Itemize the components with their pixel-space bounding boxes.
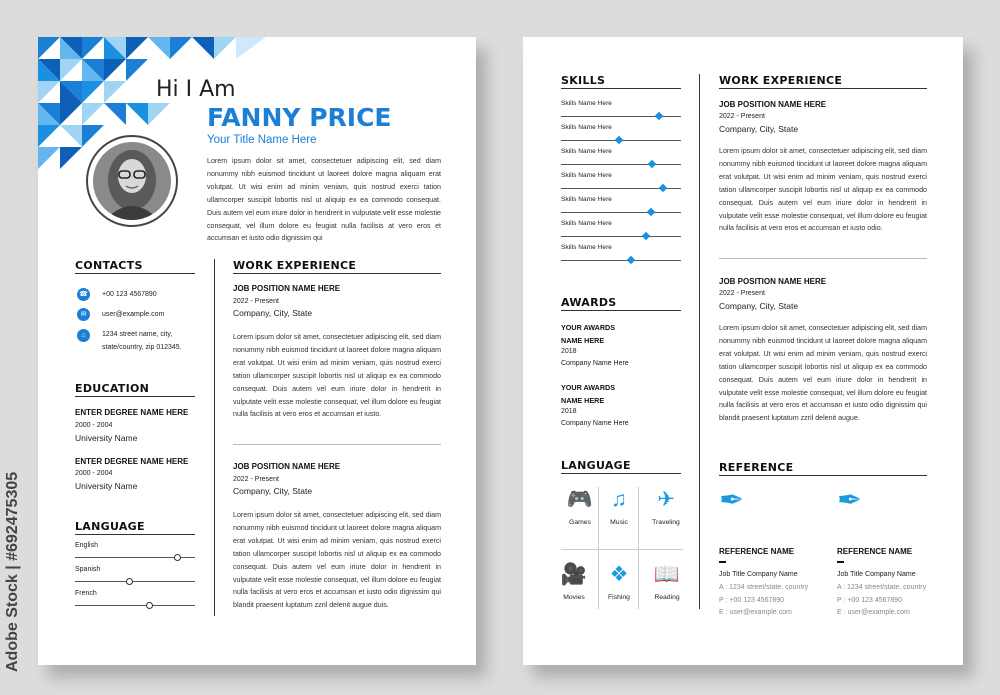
skill-bar-track	[561, 212, 681, 213]
person-name: FANNY PRICE	[207, 103, 392, 132]
language-slider-track	[75, 581, 195, 582]
job-period: 2022 - Present	[719, 290, 765, 297]
job-description: Lorem ipsum dolor sit amet, consectetuer adipiscing elit, sed diam nonummy nibh euismod tincidunt ut laoreet dolore magna aliquam erat volutpat. Ut wisi enim ad minim veniam, quis nostrud exerci tation ullamcorper suscipit lobortis nisl ut aliquip ex ea commodo consequat. Duis autem vel eum iriure dolor in hendrerit in vulputate velit esse molestie consequat, vel illum dolore eu feugiat nulla facilisis at vero eros et accumsan et iusto odio.	[719, 147, 927, 233]
skill-name: Skills Name Here	[561, 172, 612, 179]
reference-name: REFERENCE NAME	[719, 547, 795, 556]
reference-dash	[719, 561, 726, 563]
contacts-heading: CONTACTS	[75, 259, 143, 272]
job-position: JOB POSITION NAME HERE	[233, 284, 341, 293]
language-heading: LANGUAGE	[75, 520, 145, 533]
greeting: Hi I Am	[156, 77, 236, 102]
contact-email: user@example.com	[102, 311, 165, 318]
reference-job: Job Title Company Name	[719, 571, 798, 578]
reference-heading: REFERENCE	[719, 461, 794, 474]
skill-level-marker	[648, 160, 656, 168]
reference-dash	[837, 561, 844, 563]
work-experience-heading: WORK EXPERIENCE	[233, 259, 357, 272]
job-description: Lorem ipsum dolor sit amet, consectetuer adipiscing elit, sed diam nonummy nibh euismod tincidunt ut laoreet dolore magna aliquam erat volutpat. Ut wisi enim ad minim veniam, quis nostrud exerci tation ullamcorper suscipit lobortis nisl ut aliquip ex ea commodo consequat. Duis autem vel eum iriure dolor in hendrerit in vulputate velit esse molestie consequat, vel illum dolore eu feugiat nulla facilisis at vero eros et accumsan et iusto.	[233, 333, 441, 419]
reference-divider	[719, 475, 927, 476]
job-position: JOB POSITION NAME HERE	[233, 462, 341, 471]
hobby-label: Movies	[563, 594, 585, 601]
language-slider-knob	[146, 602, 153, 609]
job-position: JOB POSITION NAME HERE	[719, 100, 827, 109]
language-slider-knob	[126, 578, 133, 585]
skill-bar-track	[561, 164, 681, 165]
award-title: YOUR AWARDS	[561, 383, 616, 392]
awards-heading: AWARDS	[561, 296, 617, 309]
language-slider-track	[75, 605, 195, 606]
reference-name: REFERENCE NAME	[837, 547, 913, 556]
contact-address-line1: 1234 street name, city,	[102, 331, 173, 338]
job-period: 2022 - Present	[719, 113, 765, 120]
home-icon: ⌂	[77, 329, 90, 342]
edu-years: 2000 - 2004	[75, 470, 113, 477]
skill-level-marker	[614, 136, 622, 144]
award-title: NAME HERE	[561, 396, 605, 405]
job-separator	[233, 444, 441, 445]
language-divider	[75, 534, 195, 535]
phone-icon: ☎	[77, 288, 90, 301]
fish-hook-icon: ❖	[609, 563, 629, 586]
language-name: English	[75, 542, 98, 549]
skills-divider	[561, 88, 681, 89]
skill-level-marker	[642, 232, 650, 240]
job-separator	[719, 258, 927, 259]
skill-name: Skills Name Here	[561, 100, 612, 107]
contact-address-line2: state/country, zip 012345.	[102, 344, 182, 351]
contact-phone: +00 123 4567890	[102, 291, 157, 298]
skill-name: Skills Name Here	[561, 196, 612, 203]
job-position: JOB POSITION NAME HERE	[719, 277, 827, 286]
education-divider	[75, 396, 195, 397]
hobby-label: Reading	[654, 594, 680, 601]
skill-level-marker	[659, 184, 667, 192]
reference-phone: P : +00 123 4567890	[719, 597, 785, 604]
reference-job: Job Title Company Name	[837, 571, 916, 578]
person-title: Your Title Name Here	[207, 134, 317, 146]
award-company: Company Name Here	[561, 360, 629, 367]
language-divider	[561, 473, 681, 474]
language-heading: LANGUAGE	[561, 459, 631, 472]
contacts-divider	[75, 273, 195, 274]
job-company: Company, City, State	[233, 308, 313, 318]
language-name: French	[75, 590, 97, 597]
skill-name: Skills Name Here	[561, 148, 612, 155]
job-company: Company, City, State	[719, 124, 799, 134]
skill-bar-track	[561, 260, 681, 261]
hobby-reading	[638, 563, 696, 601]
book-icon: 📖	[653, 563, 681, 586]
edu-school: University Name	[75, 481, 138, 491]
reference-address: A : 1234 street/state. country	[837, 584, 927, 591]
reference-email: E : user@example.com	[719, 609, 792, 616]
hobby-label: Games	[569, 519, 591, 526]
avatar-frame	[86, 135, 178, 227]
education-heading: EDUCATION	[75, 382, 150, 395]
camera-icon: 🎥	[560, 563, 588, 586]
stock-watermark-text: Adobe Stock | #692475305	[4, 471, 21, 672]
reference-address: A : 1234 street/state. country	[719, 584, 809, 591]
work-divider	[233, 273, 441, 274]
reference-email: E : user@example.com	[837, 609, 910, 616]
music-note-icon: ♫	[611, 488, 627, 511]
awards-divider	[561, 310, 681, 311]
intro-paragraph: Lorem ipsum dolor sit amet, consectetuer adipiscing elit, sed diam nonummy nibh euismod tincidunt ut laoreet dolore magna aliquam erat volutpat. Ut wisi enim ad minim veniam, quis nostrud exerci tation ullamcorper suscipit lobortis nisl ut aliquip ex ea commodo consequat. Duis autem vel eum iriure dolor in hendrerit in vulputate velit esse molestie consequat, vel illum dolore eu feugiat nulla facilisis at vero eros et accumsan et iusto odio dignissim qui	[207, 157, 441, 243]
skill-name: Skills Name Here	[561, 124, 612, 131]
work-divider	[719, 88, 927, 89]
job-company: Company, City, State	[233, 486, 313, 496]
award-title: YOUR AWARDS	[561, 323, 616, 332]
edu-degree: ENTER DEGREE NAME HERE	[75, 408, 189, 417]
hobby-label: Traveling	[652, 519, 680, 526]
resume-page-1	[38, 37, 476, 665]
feather-quill-icon: ✒	[719, 484, 745, 517]
column-divider	[214, 259, 215, 616]
mail-icon: ✉	[77, 308, 90, 321]
award-company: Company Name Here	[561, 420, 629, 427]
language-slider-knob	[174, 554, 181, 561]
skill-bar-track	[561, 236, 681, 237]
feather-quill-icon: ✒	[837, 484, 863, 517]
job-period: 2022 - Present	[233, 298, 279, 305]
hobby-traveling	[637, 488, 695, 526]
gamepad-icon: 🎮	[566, 488, 594, 511]
award-title: NAME HERE	[561, 336, 605, 345]
skills-heading: SKILLS	[561, 74, 606, 87]
job-description: Lorem ipsum dolor sit amet, consectetuer adipiscing elit, sed diam nonummy nibh euismod tincidunt ut laoreet dolore magna aliquam erat volutpat. Ut wisi enim ad minim veniam, quis nostrud exerci tation ullamcorper suscipit lobortis nisl ut aliquip ex ea commodo consequat. Duis autem vel eum iriure dolor in hendrerit in vulputate velit esse molestie consequat, vel illum dolore eu feugiat nulla facilisis at vero eros et accumsan et iusto odio dignissim qui blandit praesent luptatum zzril delenit augue duis.	[233, 511, 441, 610]
avatar	[93, 142, 171, 220]
job-description: Lorem ipsum dolor sit amet, consectetuer adipiscing elit, sed diam nonummy nibh euismod tincidunt ut laoreet dolore magna aliquam erat volutpat. Ut wisi enim ad minim veniam, quis nostrud exerci tation ullamcorper suscipit lobortis nisl ut aliquip ex ea commodo consequat. Duis autem vel eum iriure dolor in hendrerit in vulputate velit esse molestie consequat, vel illum dolore eu feugiat nulla facilisis at vero eros et accumsan et iusto odio dignissim qui blandit praesent luptatum zzril delenit augue.	[719, 324, 927, 423]
work-experience-heading: WORK EXPERIENCE	[719, 74, 843, 87]
skill-level-marker	[647, 208, 655, 216]
reference-phone: P : +00 123 4567890	[837, 597, 903, 604]
skill-name: Skills Name Here	[561, 244, 612, 251]
award-year: 2018	[561, 348, 577, 355]
edu-degree: ENTER DEGREE NAME HERE	[75, 457, 189, 466]
skill-name: Skills Name Here	[561, 220, 612, 227]
job-company: Company, City, State	[719, 301, 799, 311]
skill-level-marker	[626, 256, 634, 264]
edu-school: University Name	[75, 433, 138, 443]
job-period: 2022 - Present	[233, 476, 279, 483]
skill-level-marker	[655, 112, 663, 120]
resume-page-2	[523, 37, 963, 665]
airplane-icon: ✈	[657, 488, 675, 511]
grid-line	[561, 549, 683, 550]
hobby-label: Fishing	[608, 594, 630, 601]
edu-years: 2000 - 2004	[75, 422, 113, 429]
award-year: 2018	[561, 408, 577, 415]
hobby-label: Music	[610, 519, 628, 526]
column-divider	[699, 74, 700, 609]
language-name: Spanish	[75, 566, 101, 573]
